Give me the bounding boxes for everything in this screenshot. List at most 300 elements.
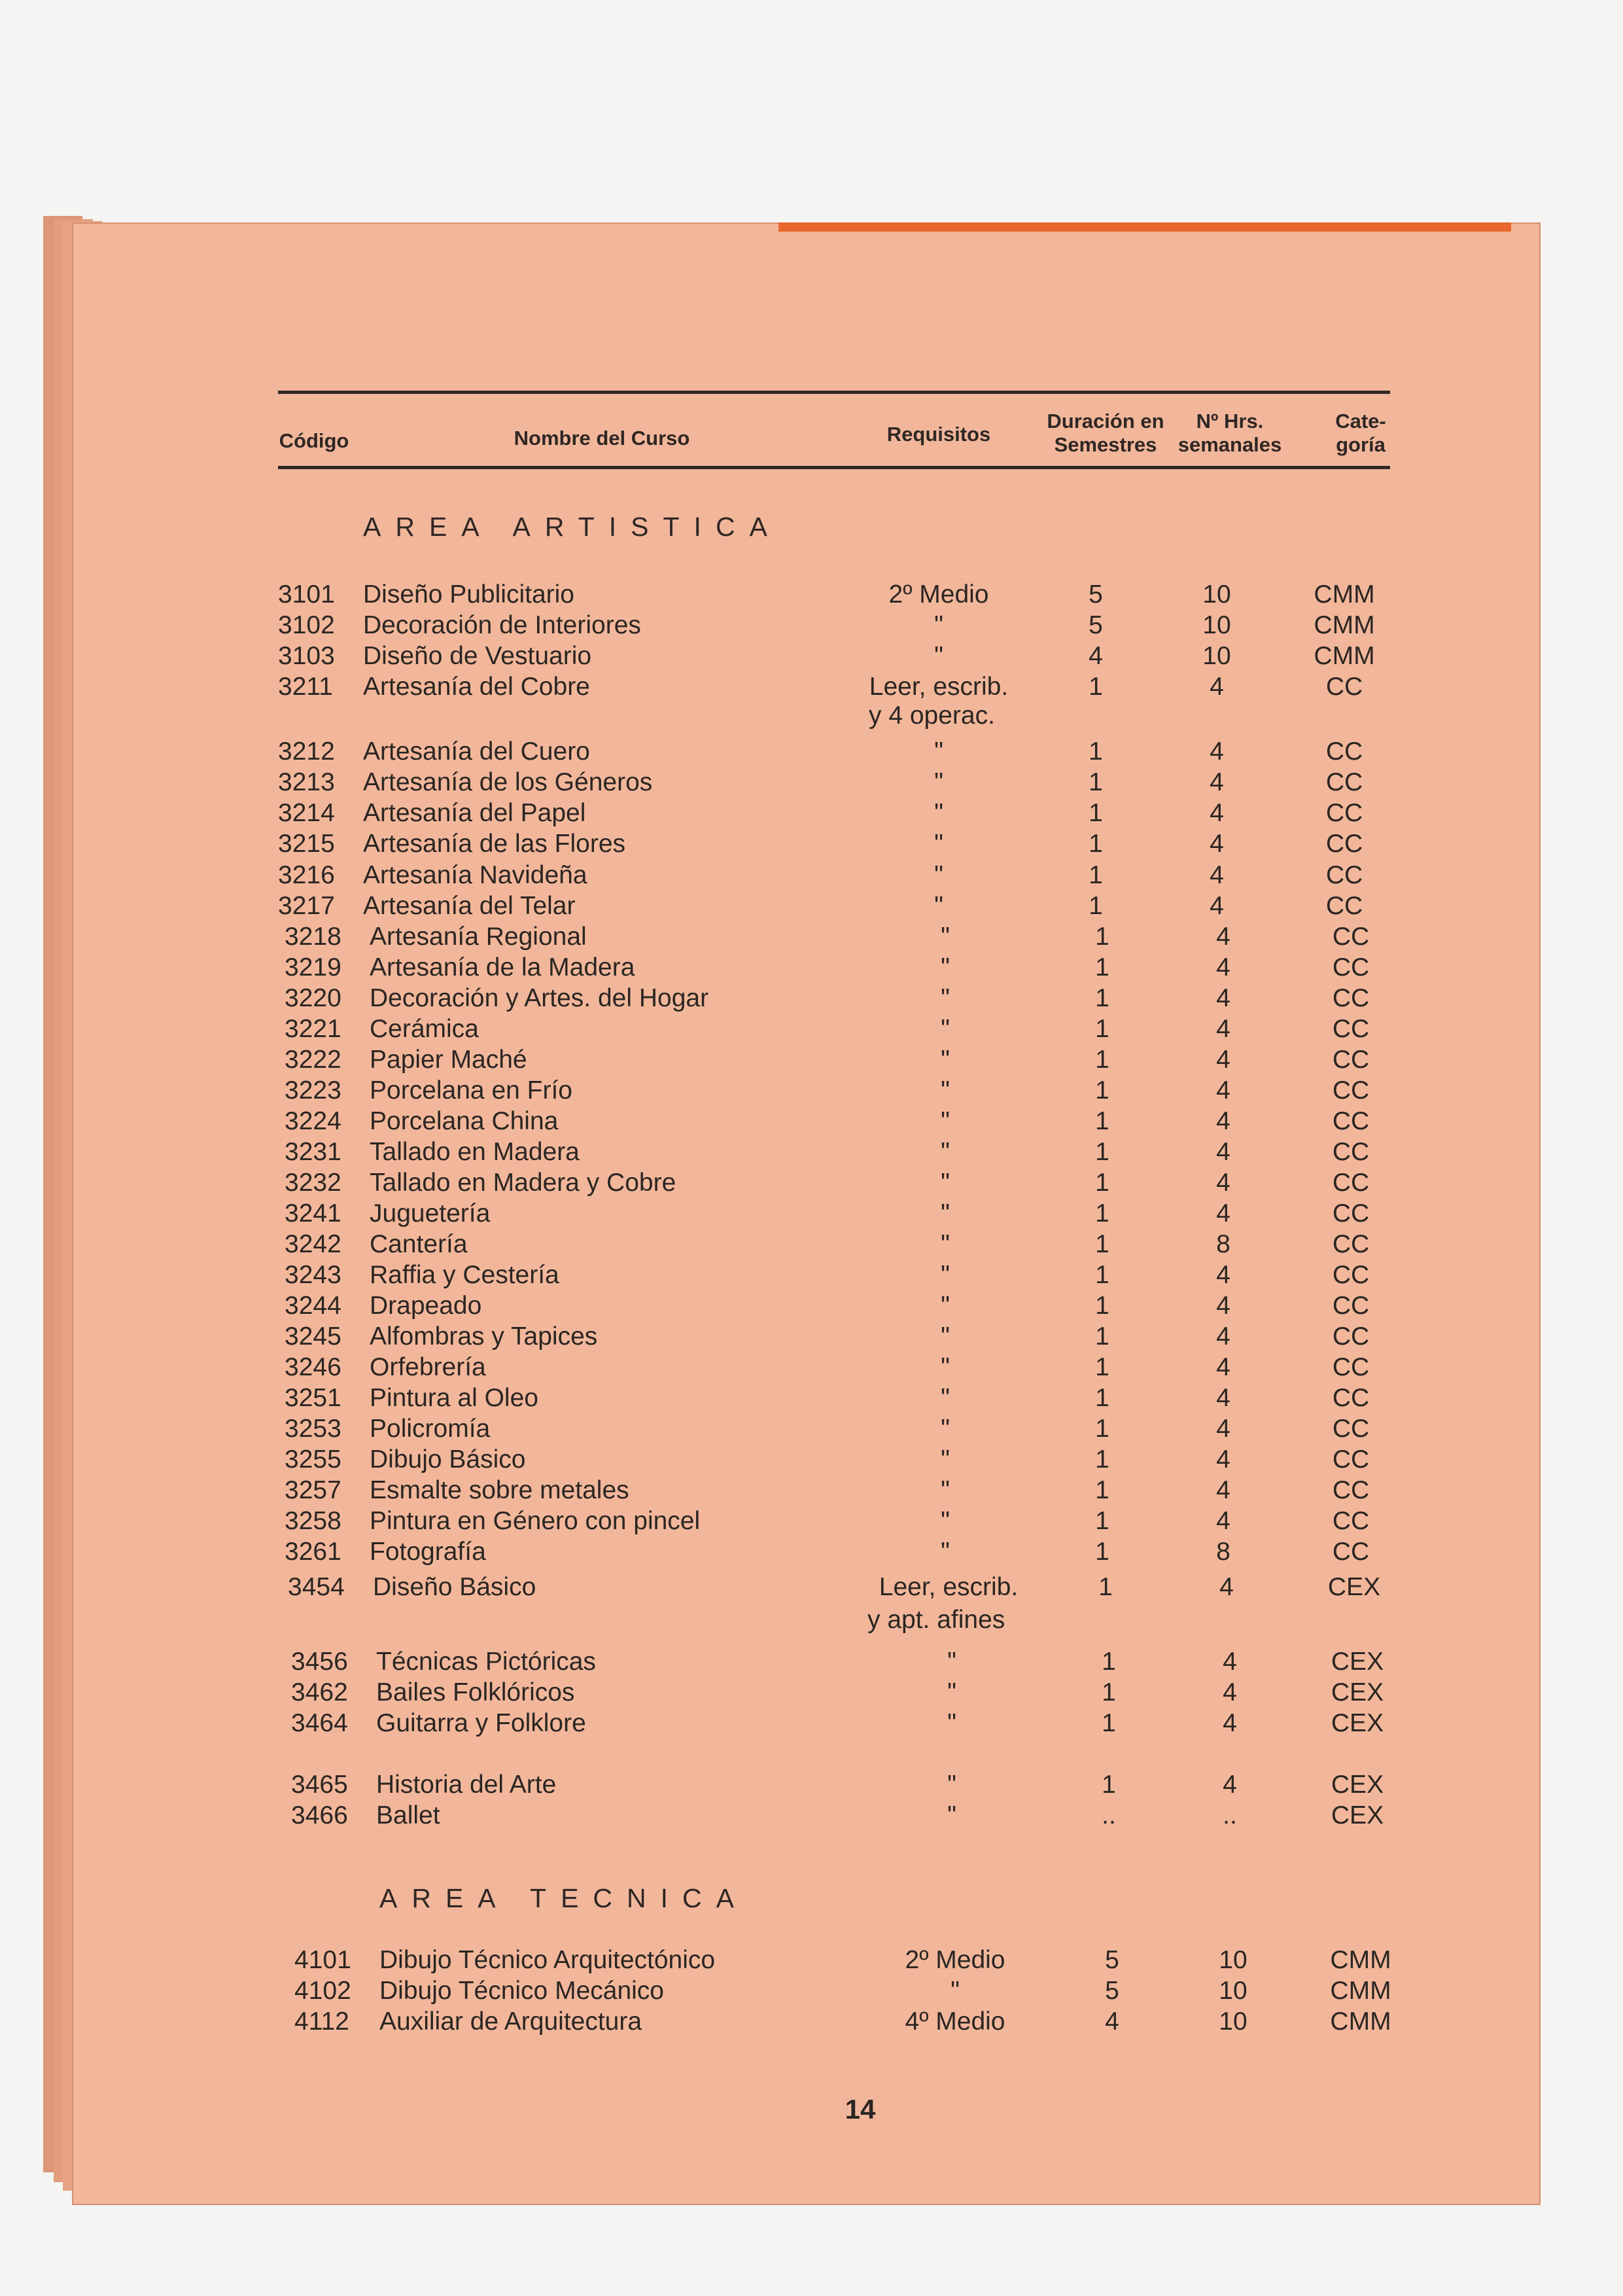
course-semesters: 1	[1095, 1046, 1109, 1074]
course-category: CEX	[1331, 1801, 1384, 1829]
course-name: Bailes Folklóricos	[376, 1678, 575, 1706]
course-name: Juguetería	[370, 1199, 491, 1227]
course-category: CC	[1325, 861, 1363, 889]
header-duracion-line2: Semestres	[1054, 433, 1157, 456]
course-category: CC	[1332, 1046, 1370, 1074]
course-category: CC	[1332, 1169, 1370, 1197]
course-category: CC	[1325, 799, 1363, 827]
requirement-note: y apt. afines	[867, 1606, 1005, 1634]
course-name: Decoración y Artes. del Hogar	[370, 984, 709, 1012]
course-weekly-hours: 4	[1210, 861, 1224, 889]
table-row	[285, 1106, 1403, 1137]
course-weekly-hours: 4	[1223, 1678, 1237, 1706]
header-horas-line1: Nº Hrs.	[1196, 410, 1264, 433]
course-name: Papier Maché	[370, 1046, 527, 1074]
table-row	[291, 1769, 1410, 1801]
course-code: 3214	[278, 799, 335, 827]
course-code: 3255	[285, 1445, 341, 1474]
course-category: CC	[1332, 1353, 1370, 1381]
course-name: Porcelana China	[370, 1107, 559, 1135]
table-row	[278, 671, 1397, 703]
course-requisites: "	[951, 1977, 960, 2005]
course-name: Raffia y Cestería	[370, 1261, 559, 1289]
course-name: Pintura en Género con pincel	[370, 1507, 701, 1535]
course-semesters: 1	[1089, 799, 1103, 827]
course-weekly-hours: 4	[1216, 1292, 1230, 1320]
course-requisites: "	[934, 768, 943, 796]
course-name: Técnicas Pictóricas	[376, 1648, 596, 1676]
course-name: Artesanía del Telar	[363, 892, 576, 920]
course-weekly-hours: 4	[1216, 1476, 1230, 1504]
course-code: 3241	[285, 1199, 341, 1227]
course-code: 3232	[285, 1169, 341, 1197]
course-semesters: 1	[1095, 984, 1109, 1012]
course-requisites: "	[934, 830, 943, 858]
course-code: 4101	[294, 1946, 351, 1974]
course-code: 3218	[285, 923, 341, 951]
course-name: Artesanía de la Madera	[370, 953, 635, 981]
course-weekly-hours: 4	[1216, 1384, 1230, 1412]
course-semesters: 5	[1105, 1977, 1119, 2005]
course-code: 3243	[285, 1261, 341, 1289]
course-code: 3261	[285, 1538, 341, 1566]
course-code: 3242	[285, 1230, 341, 1258]
course-semesters: 1	[1089, 892, 1103, 920]
course-category: CC	[1332, 1076, 1370, 1104]
course-category: CC	[1332, 1015, 1370, 1043]
course-category: CC	[1332, 1538, 1370, 1566]
course-requisites: "	[934, 737, 943, 766]
course-weekly-hours: 10	[1219, 2007, 1248, 2036]
course-semesters: 4	[1089, 642, 1103, 670]
course-code: 3102	[278, 611, 335, 639]
course-category: CC	[1325, 737, 1363, 766]
course-weekly-hours: 4	[1223, 1771, 1237, 1799]
table-row	[285, 1167, 1403, 1199]
course-code: 3224	[285, 1107, 341, 1135]
course-name: Artesanía de las Flores	[363, 830, 626, 858]
course-semesters: 1	[1095, 1353, 1109, 1381]
course-code: 3462	[291, 1678, 348, 1706]
header-categoria-line2: goría	[1336, 433, 1386, 456]
course-code: 3222	[285, 1046, 341, 1074]
course-semesters: 1	[1098, 1573, 1113, 1601]
course-semesters: 1	[1089, 737, 1103, 766]
course-category: CMM	[1330, 2007, 1391, 2036]
course-weekly-hours: 8	[1216, 1230, 1230, 1258]
course-requisites: "	[941, 923, 950, 951]
course-name: Guitarra y Folklore	[376, 1709, 586, 1737]
course-category: CC	[1332, 1476, 1370, 1504]
table-row	[294, 2006, 1413, 2038]
course-category: CC	[1332, 1199, 1370, 1227]
course-name: Artesanía Navideña	[363, 861, 587, 889]
course-semesters: 1	[1095, 1445, 1109, 1474]
course-category: CMM	[1330, 1946, 1391, 1974]
table-row	[291, 1677, 1410, 1708]
course-code: 3220	[285, 984, 341, 1012]
course-requisites: "	[941, 1353, 950, 1381]
course-name: Artesanía del Cuero	[363, 737, 590, 766]
course-category: CC	[1325, 768, 1363, 796]
course-weekly-hours: 4	[1216, 1138, 1230, 1166]
header-top-rule	[278, 391, 1390, 394]
header-horas-line2: semanales	[1178, 433, 1282, 456]
course-category: CEX	[1331, 1771, 1384, 1799]
course-weekly-hours: 4	[1219, 1573, 1234, 1601]
course-semesters: 1	[1095, 1538, 1109, 1566]
table-row	[285, 1475, 1403, 1506]
table-row	[285, 952, 1403, 983]
course-category: CC	[1332, 1292, 1370, 1320]
course-requisites: "	[941, 1169, 950, 1197]
table-row	[285, 1198, 1403, 1229]
course-semesters: 1	[1089, 673, 1103, 701]
course-category: CMM	[1330, 1977, 1391, 2005]
course-code: 3221	[285, 1015, 341, 1043]
course-semesters: 5	[1089, 580, 1103, 609]
course-code: 3466	[291, 1801, 348, 1829]
course-name: Pintura al Oleo	[370, 1384, 538, 1412]
course-weekly-hours: 4	[1216, 1169, 1230, 1197]
course-name: Decoración de Interiores	[363, 611, 641, 639]
course-requisites: "	[941, 1230, 950, 1258]
table-row	[291, 1708, 1410, 1739]
table-row	[285, 1536, 1403, 1568]
course-code: 3213	[278, 768, 335, 796]
course-weekly-hours: 4	[1216, 1076, 1230, 1104]
course-semesters: 1	[1095, 1292, 1109, 1320]
table-row	[291, 1800, 1410, 1831]
course-semesters: 1	[1095, 1384, 1109, 1412]
course-category: CC	[1332, 1507, 1370, 1535]
course-requisites: "	[934, 861, 943, 889]
table-row	[285, 1260, 1403, 1291]
table-row	[278, 767, 1397, 798]
course-code: 3103	[278, 642, 335, 670]
course-semesters: 1	[1095, 1476, 1109, 1504]
course-category: CC	[1332, 1445, 1370, 1474]
course-category: CEX	[1331, 1648, 1384, 1676]
course-semesters: 1	[1095, 1322, 1109, 1351]
table-row	[278, 579, 1397, 610]
course-category: CC	[1332, 1384, 1370, 1412]
course-name: Dibujo Técnico Mecánico	[379, 1977, 664, 2005]
course-requisites: 2º Medio	[905, 1946, 1005, 1974]
course-name: Cerámica	[370, 1015, 479, 1043]
header-nombre: Nombre del Curso	[514, 427, 690, 450]
course-category: CMM	[1314, 642, 1375, 670]
course-name: Dibujo Básico	[370, 1445, 526, 1474]
header-categoria	[1321, 410, 1400, 457]
course-semesters: 1	[1095, 1076, 1109, 1104]
course-code: 4102	[294, 1977, 351, 2005]
course-name: Artesanía de los Géneros	[363, 768, 653, 796]
course-semesters: 1	[1095, 1138, 1109, 1166]
course-requisites: "	[941, 1507, 950, 1535]
course-weekly-hours: 10	[1202, 642, 1231, 670]
course-requisites: "	[941, 1384, 950, 1412]
course-requisites: "	[941, 953, 950, 981]
table-row	[285, 1075, 1403, 1106]
course-weekly-hours: 4	[1216, 1322, 1230, 1351]
course-code: 3223	[285, 1076, 341, 1104]
course-weekly-hours: 10	[1202, 580, 1231, 609]
course-code: 3258	[285, 1507, 341, 1535]
course-requisites: "	[934, 799, 943, 827]
course-name: Artesanía Regional	[370, 923, 587, 951]
course-weekly-hours: 4	[1223, 1709, 1237, 1737]
course-category: CC	[1332, 1322, 1370, 1351]
course-weekly-hours: ..	[1223, 1801, 1237, 1829]
course-name: Orfebrería	[370, 1353, 486, 1381]
course-requisites: "	[941, 1322, 950, 1351]
table-row	[285, 1321, 1403, 1352]
course-weekly-hours: 4	[1216, 1015, 1230, 1043]
table-row	[285, 1352, 1403, 1383]
course-name: Dibujo Técnico Arquitectónico	[379, 1946, 716, 1974]
table-row	[285, 1229, 1403, 1260]
course-requisites: "	[934, 611, 943, 639]
course-semesters: 5	[1089, 611, 1103, 639]
course-semesters: 1	[1095, 1169, 1109, 1197]
course-weekly-hours: 4	[1216, 1415, 1230, 1443]
course-semesters: 1	[1095, 1230, 1109, 1258]
course-weekly-hours: 4	[1216, 1507, 1230, 1535]
course-semesters: 1	[1095, 1507, 1109, 1535]
course-weekly-hours: 4	[1216, 1046, 1230, 1074]
table-row	[285, 1290, 1403, 1322]
table-row	[278, 828, 1397, 860]
course-code: 3211	[278, 673, 333, 701]
course-weekly-hours: 4	[1210, 768, 1224, 796]
section-title-area-artistica: AREA ARTISTICA	[363, 512, 782, 542]
course-code: 3251	[285, 1384, 341, 1412]
course-weekly-hours: 10	[1202, 611, 1231, 639]
course-semesters: 1	[1095, 923, 1109, 951]
course-category: CC	[1332, 1415, 1370, 1443]
course-name: Ballet	[376, 1801, 440, 1829]
course-category: CC	[1332, 923, 1370, 951]
course-weekly-hours: 10	[1219, 1977, 1248, 2005]
table-row	[291, 1646, 1410, 1678]
header-requisitos: Requisitos	[886, 423, 991, 446]
course-semesters: 1	[1102, 1678, 1116, 1706]
course-name: Fotografía	[370, 1538, 486, 1566]
course-semesters: 1	[1089, 768, 1103, 796]
course-weekly-hours: 4	[1216, 923, 1230, 951]
course-semesters: 1	[1095, 1107, 1109, 1135]
course-requisites: "	[941, 1107, 950, 1135]
table-row	[294, 1975, 1413, 2007]
course-code: 3464	[291, 1709, 348, 1737]
course-requisites: "	[941, 1445, 950, 1474]
table-row	[278, 641, 1397, 672]
course-requisites: "	[947, 1709, 956, 1737]
course-requisites: 2º Medio	[888, 580, 989, 609]
table-row	[285, 921, 1403, 953]
table-row	[278, 610, 1397, 641]
course-weekly-hours: 4	[1216, 984, 1230, 1012]
course-name: Policromía	[370, 1415, 491, 1443]
course-code: 3216	[278, 861, 335, 889]
table-row	[278, 798, 1397, 829]
course-name: Porcelana en Frío	[370, 1076, 573, 1104]
course-semesters: 5	[1105, 1946, 1119, 1974]
course-semesters: 1	[1102, 1709, 1116, 1737]
header-duracion-line1: Duración en	[1047, 410, 1164, 433]
course-weekly-hours: 4	[1216, 1199, 1230, 1227]
course-name: Tallado en Madera	[370, 1138, 580, 1166]
table-row	[285, 1413, 1403, 1445]
table-row	[285, 1137, 1403, 1168]
table-row	[285, 1383, 1403, 1414]
course-semesters: 1	[1095, 953, 1109, 981]
course-category: CEX	[1327, 1573, 1381, 1601]
course-category: CC	[1332, 1107, 1370, 1135]
course-code: 3101	[278, 580, 335, 609]
course-code: 3219	[285, 953, 341, 981]
course-weekly-hours: 8	[1216, 1538, 1230, 1566]
course-category: CMM	[1314, 580, 1375, 609]
course-requisites: 4º Medio	[905, 2007, 1005, 2036]
course-requisites: "	[941, 1076, 950, 1104]
course-code: 3465	[291, 1771, 348, 1799]
course-weekly-hours: 4	[1210, 673, 1224, 701]
course-category: CMM	[1314, 611, 1375, 639]
course-requisites: "	[947, 1678, 956, 1706]
course-requisites: "	[941, 1292, 950, 1320]
course-code: 3217	[278, 892, 335, 920]
course-weekly-hours: 4	[1223, 1648, 1237, 1676]
course-requisites: "	[947, 1648, 956, 1676]
header-categoria-line1: Cate-	[1335, 410, 1386, 433]
course-category: CC	[1332, 1230, 1370, 1258]
course-category: CC	[1325, 892, 1363, 920]
course-requisites: Leer, escrib.	[869, 673, 1009, 701]
table-row	[285, 1506, 1403, 1537]
course-requisites: "	[947, 1771, 956, 1799]
table-row	[278, 736, 1397, 768]
course-weekly-hours: 4	[1210, 737, 1224, 766]
course-semesters: 1	[1089, 861, 1103, 889]
course-weekly-hours: 4	[1210, 799, 1224, 827]
course-name: Cantería	[370, 1230, 468, 1258]
course-name: Drapeado	[370, 1292, 482, 1320]
course-requisites: "	[941, 1138, 950, 1166]
course-code: 3253	[285, 1415, 341, 1443]
table-row	[285, 983, 1403, 1014]
course-name: Diseño de Vestuario	[363, 642, 592, 670]
course-name: Auxiliar de Arquitectura	[379, 2007, 642, 2036]
table-row	[285, 1044, 1403, 1076]
course-category: CC	[1332, 1138, 1370, 1166]
course-code: 3231	[285, 1138, 341, 1166]
course-code: 3246	[285, 1353, 341, 1381]
course-name: Artesanía del Cobre	[363, 673, 590, 701]
course-weekly-hours: 4	[1216, 1445, 1230, 1474]
course-weekly-hours: 4	[1216, 953, 1230, 981]
header-duracion	[1034, 410, 1178, 457]
course-requisites: "	[941, 1415, 950, 1443]
table-row	[278, 891, 1397, 922]
course-semesters: 1	[1095, 1261, 1109, 1289]
course-semesters: 1	[1102, 1771, 1116, 1799]
course-category: CC	[1332, 984, 1370, 1012]
table-row	[285, 1014, 1403, 1045]
course-requisites: "	[941, 1015, 950, 1043]
table-row	[285, 1444, 1403, 1475]
course-requisites: "	[941, 1199, 950, 1227]
page-top-edge-accent	[778, 222, 1511, 232]
course-weekly-hours: 4	[1216, 1261, 1230, 1289]
course-name: Tallado en Madera y Cobre	[370, 1169, 676, 1197]
course-semesters: 1	[1095, 1415, 1109, 1443]
course-category: CEX	[1331, 1678, 1384, 1706]
course-name: Artesanía del Papel	[363, 799, 586, 827]
course-name: Esmalte sobre metales	[370, 1476, 629, 1504]
course-requisites: "	[934, 642, 943, 670]
course-weekly-hours: 4	[1216, 1353, 1230, 1381]
course-semesters: 1	[1095, 1199, 1109, 1227]
course-category: CC	[1325, 830, 1363, 858]
section-title-area-tecnica: AREA TECNICA	[379, 1883, 748, 1913]
header-horas	[1164, 410, 1295, 457]
course-code: 3244	[285, 1292, 341, 1320]
course-name: Historia del Arte	[376, 1771, 557, 1799]
course-code: 3245	[285, 1322, 341, 1351]
course-category: CC	[1332, 953, 1370, 981]
table-row	[294, 1945, 1413, 1976]
course-requisites: "	[941, 1261, 950, 1289]
course-name: Alfombras y Tapices	[370, 1322, 598, 1351]
course-name: Diseño Básico	[373, 1573, 536, 1601]
page-number: 14	[845, 2094, 876, 2125]
course-category: CEX	[1331, 1709, 1384, 1737]
course-code: 3456	[291, 1648, 348, 1676]
course-semesters: 1	[1095, 1015, 1109, 1043]
course-requisites: "	[941, 1046, 950, 1074]
course-name: Diseño Publicitario	[363, 580, 574, 609]
header-bottom-rule	[278, 466, 1390, 469]
requirement-note: y 4 operac.	[869, 701, 995, 730]
course-requisites: "	[947, 1801, 956, 1829]
course-code: 3257	[285, 1476, 341, 1504]
course-semesters: 4	[1105, 2007, 1119, 2036]
table-row	[278, 860, 1397, 891]
course-semesters: 1	[1102, 1648, 1116, 1676]
course-category: CC	[1332, 1261, 1370, 1289]
course-requisites: Leer, escrib.	[879, 1573, 1019, 1601]
course-code: 3215	[278, 830, 335, 858]
course-category: CC	[1325, 673, 1363, 701]
course-semesters: ..	[1102, 1801, 1116, 1829]
course-weekly-hours: 4	[1210, 892, 1224, 920]
course-code: 3454	[288, 1573, 345, 1601]
course-requisites: "	[941, 1476, 950, 1504]
course-semesters: 1	[1089, 830, 1103, 858]
course-code: 3212	[278, 737, 335, 766]
course-weekly-hours: 4	[1210, 830, 1224, 858]
course-requisites: "	[934, 892, 943, 920]
course-weekly-hours: 10	[1219, 1946, 1248, 1974]
course-code: 4112	[294, 2007, 349, 2036]
course-requisites: "	[941, 984, 950, 1012]
course-requisites: "	[941, 1538, 950, 1566]
header-codigo: Código	[279, 429, 349, 452]
course-weekly-hours: 4	[1216, 1107, 1230, 1135]
table-row	[288, 1572, 1406, 1603]
